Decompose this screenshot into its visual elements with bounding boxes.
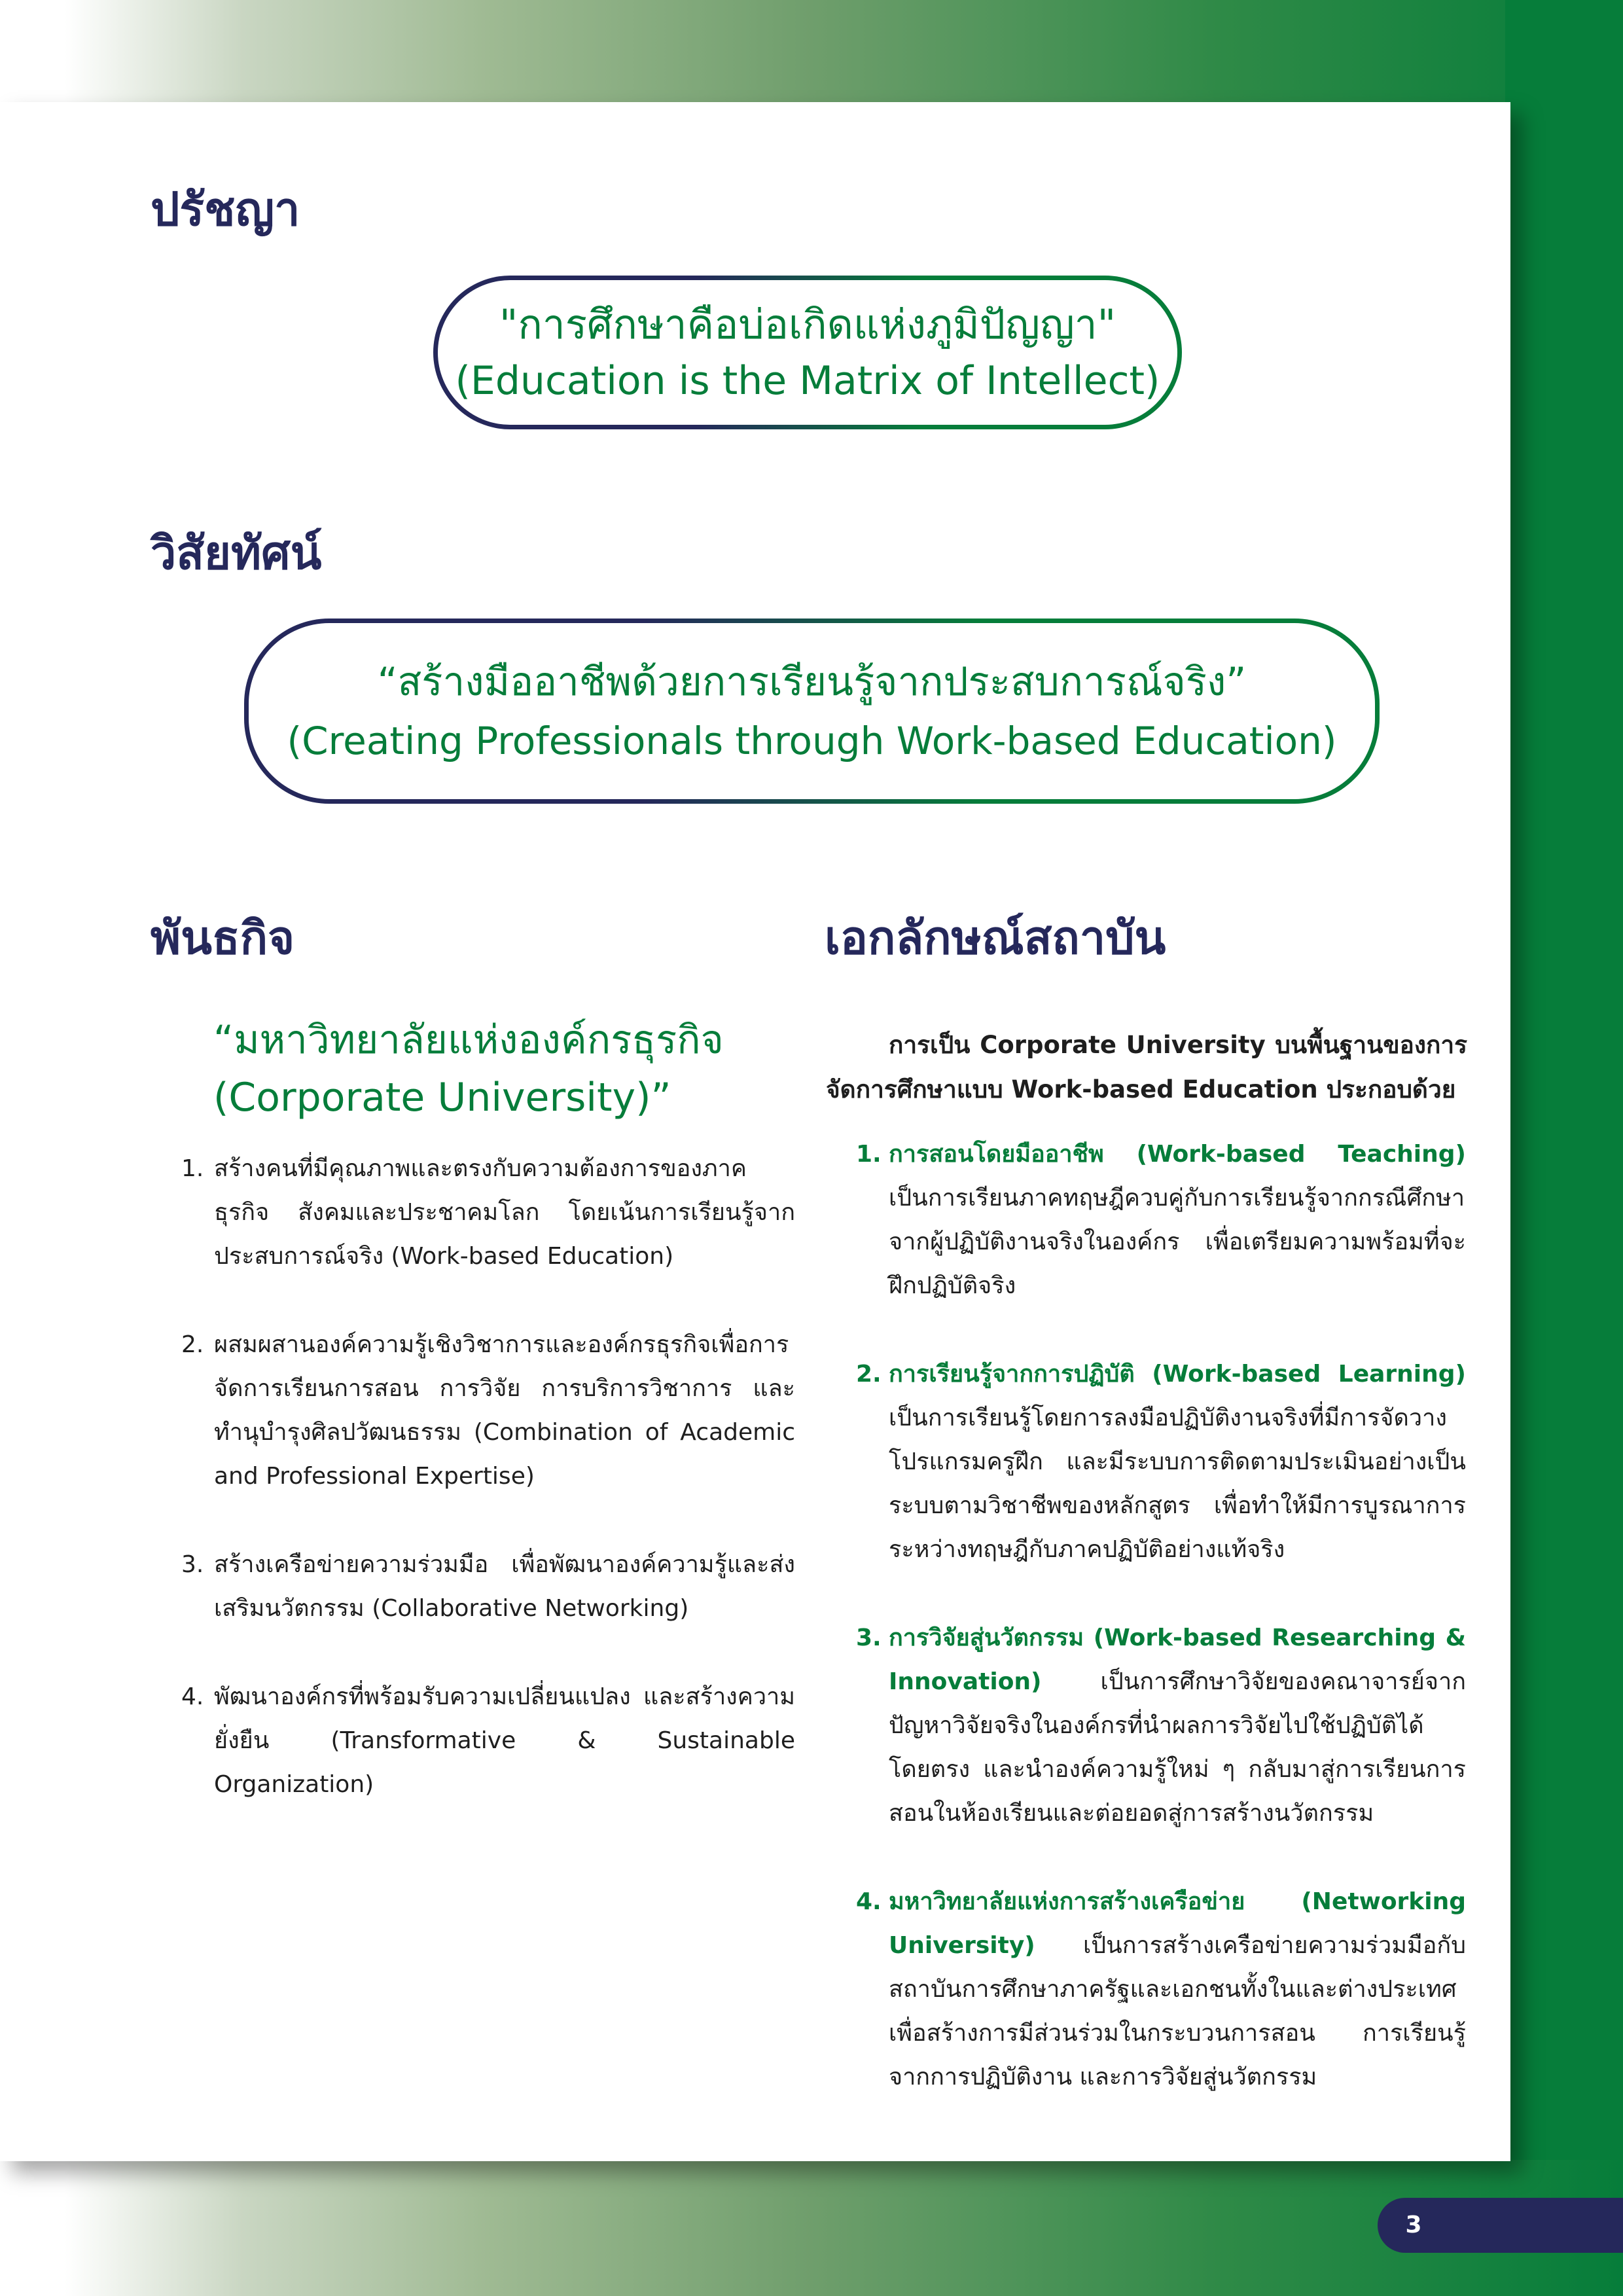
identity-item-number: 1. (856, 1141, 882, 1168)
identity-intro (826, 1023, 1467, 1112)
mission-item-text: พัฒนาองค์กรที่พร้อมรับความเปลี่ยนแปลง และสร้างความยั่งยืน (Transformative & Sustainable Organization) (214, 1683, 795, 1798)
mission-item-number: 3. (181, 1551, 204, 1578)
identity-item-number: 3. (856, 1624, 882, 1651)
philosophy-quote-box (433, 276, 1182, 429)
identity-item-text: เป็นการเรียนรู้โดยการลงมือปฏิบัติงานจริงที่มีการจัดวางโปรแกรมครูฝึก และมีระบบการติดตามประเมินอย่างเป็นระบบตามวิชาชีพของหลักสูตร เพื่อทำให้มีการบูรณาการระหว่างทฤษฎีกับภาคปฏิบัติอย่างแท้จริง (889, 1405, 1466, 1563)
identity-list (856, 1132, 1466, 2144)
philosophy-quote-en: (Education is the Matrix of Intellect) (455, 357, 1160, 404)
identity-item-number: 2. (856, 1361, 882, 1388)
mission-item (181, 1323, 795, 1498)
mission-motto-line2: (Corporate University)” (213, 1075, 671, 1121)
header-gradient-band (0, 0, 1623, 105)
mission-heading: พันธกิจ (151, 911, 295, 965)
mission-item (181, 1543, 795, 1630)
identity-item-title: การวิจัยสู่นวัตกรรม (Work-based Researching & Innovation) (889, 1624, 1466, 1695)
right-green-band (1505, 0, 1623, 2296)
identity-item-number: 4. (856, 1888, 882, 1915)
mission-item-number: 2. (181, 1331, 204, 1358)
identity-item-title: การเรียนรู้จากการปฏิบัติ (Work-based Learning) (889, 1361, 1466, 1388)
mission-motto-line1: “มหาวิทยาลัยแห่งองค์กรธุรกิจ (213, 1017, 724, 1063)
vision-quote-en: (Creating Professionals through Work-based Education) (287, 718, 1337, 763)
identity-item (856, 1132, 1466, 1308)
mission-item-text: ผสมผสานองค์ความรู้เชิงวิชาการและองค์กรธุรกิจเพื่อการจัดการเรียนการสอน การวิจัย การบริการวิชาการ และทำนุบำรุงศิลปวัฒนธรรม (Combination of Academic and Professional Expertise) (214, 1331, 795, 1490)
philosophy-quote-th: "การศึกษาคือบ่อเกิดแห่งภูมิปัญญา" (499, 300, 1116, 348)
page-number: 3 (1405, 2212, 1422, 2238)
mission-item-number: 4. (181, 1683, 204, 1710)
vision-quote-th: “สร้างมืออาชีพด้วยการเรียนรู้จากประสบการณ์จริง” (377, 658, 1247, 705)
mission-item-number: 1. (181, 1155, 204, 1182)
identity-heading: เอกลักษณ์สถาบัน (825, 911, 1166, 965)
identity-item-text: เป็นการศึกษาวิจัยของคณาจารย์จากปัญหาวิจัยจริงในองค์กรที่นำผลการวิจัยไปใช้ปฏิบัติได้โดยตรง และนำองค์ความรู้ใหม่ ๆ กลับมาสู่การเรียนการสอนในห้องเรียนและต่อยอดสู่การสร้างนวัตกรรม (889, 1668, 1466, 1827)
identity-intro-text: การเป็น Corporate University บนพื้นฐานของการจัดการศึกษาแบบ Work-based Education ประกอบด้วย (826, 1031, 1467, 1103)
mission-item-text: สร้างเครือข่ายความร่วมมือ เพื่อพัฒนาองค์ความรู้และส่งเสริมนวัตกรรม (Collaborative Networking) (214, 1551, 795, 1622)
identity-item-text: เป็นการเรียนภาคทฤษฎีควบคู่กับการเรียนรู้จากกรณีศึกษา จากผู้ปฏิบัติงานจริงในองค์กร เพื่อเตรียมความพร้อมที่จะฝึกปฏิบัติจริง (889, 1185, 1466, 1299)
identity-item (856, 1352, 1466, 1571)
philosophy-heading: ปรัชญา (151, 183, 300, 236)
mission-list (181, 1147, 795, 1851)
mission-item (181, 1675, 795, 1806)
identity-item-text: เป็นการสร้างเครือข่ายความร่วมมือกับสถาบันการศึกษาภาครัฐและเอกชนทั้งในและต่างประเทศ เพื่อสร้างการมีส่วนร่วมในกระบวนการสอน การเรียนรู้จากการปฏิบัติงาน และการวิจัยสู่นวัตกรรม (889, 1932, 1466, 2090)
identity-item (856, 1880, 1466, 2099)
identity-item-title: มหาวิทยาลัยแห่งการสร้างเครือข่าย (Networking University) (889, 1888, 1466, 1959)
mission-item (181, 1147, 795, 1278)
identity-item (856, 1616, 1466, 1835)
page-number-badge (1378, 2198, 1623, 2253)
vision-heading: วิสัยทัศน์ (151, 526, 322, 580)
mission-item-text: สร้างคนที่มีคุณภาพและตรงกับความต้องการของภาคธุรกิจ สังคมและประชาคมโลก โดยเน้นการเรียนรู้จากประสบการณ์จริง (Work-based Education) (214, 1155, 795, 1270)
mission-motto (213, 1011, 724, 1126)
vision-quote-box (244, 619, 1380, 804)
identity-item-title: การสอนโดยมืออาชีพ (Work-based Teaching) (889, 1141, 1466, 1168)
